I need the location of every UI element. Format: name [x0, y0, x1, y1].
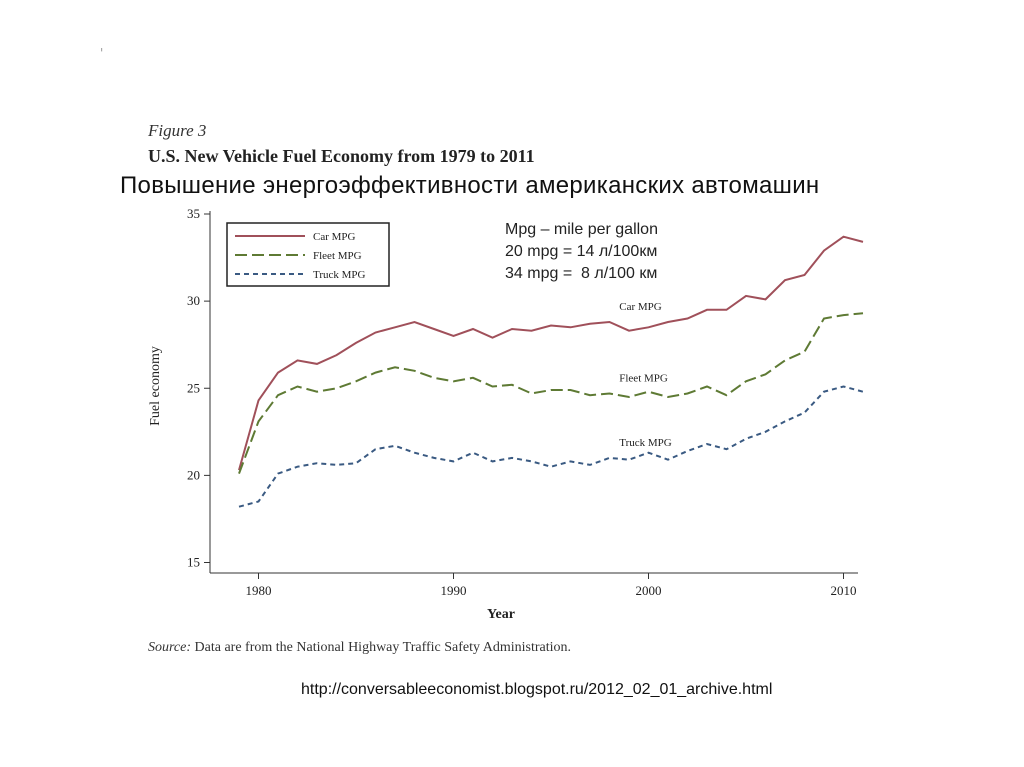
legend-label: Fleet MPG — [313, 250, 362, 262]
y-tick-label: 20 — [187, 467, 200, 483]
x-tick-label: 1990 — [440, 583, 467, 598]
mpg-note-line: 20 mpg = 14 л/100км — [505, 243, 658, 260]
legend-label: Car MPG — [313, 231, 356, 243]
y-tick-label: 25 — [187, 380, 200, 396]
mpg-note — [505, 219, 658, 285]
slide-title-russian: Повышение энергоэффективности американских автомашин — [120, 172, 820, 199]
y-tick-label: 15 — [187, 554, 200, 570]
y-tick-label: 35 — [187, 206, 200, 221]
mpg-note-line: 34 mpg = 8 л/100 км — [505, 265, 658, 282]
source-text: Data are from the National Highway Traffic Safety Administration. — [191, 640, 572, 655]
source-note — [148, 640, 571, 656]
x-tick-label: 1980 — [245, 583, 272, 598]
series-label: Truck MPG — [619, 436, 672, 449]
series-label: Car MPG — [619, 301, 662, 314]
series-line — [239, 313, 863, 473]
source-url[interactable]: http://conversableeconomist.blogspot.ru/2012_02_01_archive.html — [301, 681, 773, 698]
y-tick-label: 30 — [187, 293, 200, 309]
series-line — [239, 387, 863, 507]
slide-corner-mark: ' — [100, 46, 104, 60]
mpg-note-line: Mpg – mile per gallon — [505, 221, 658, 238]
series-label: Fleet MPG — [619, 372, 668, 385]
source-prefix: Source: — [148, 640, 192, 655]
x-tick-label: 2010 — [830, 583, 857, 598]
y-axis-title: Fuel economy — [148, 346, 163, 426]
legend-label: Truck MPG — [313, 269, 366, 281]
figure-title: U.S. New Vehicle Fuel Economy from 1979 to 2011 — [148, 146, 535, 166]
figure-label: Figure 3 — [148, 121, 207, 140]
x-axis-title: Year — [487, 607, 515, 622]
x-tick-label: 2000 — [635, 583, 662, 598]
